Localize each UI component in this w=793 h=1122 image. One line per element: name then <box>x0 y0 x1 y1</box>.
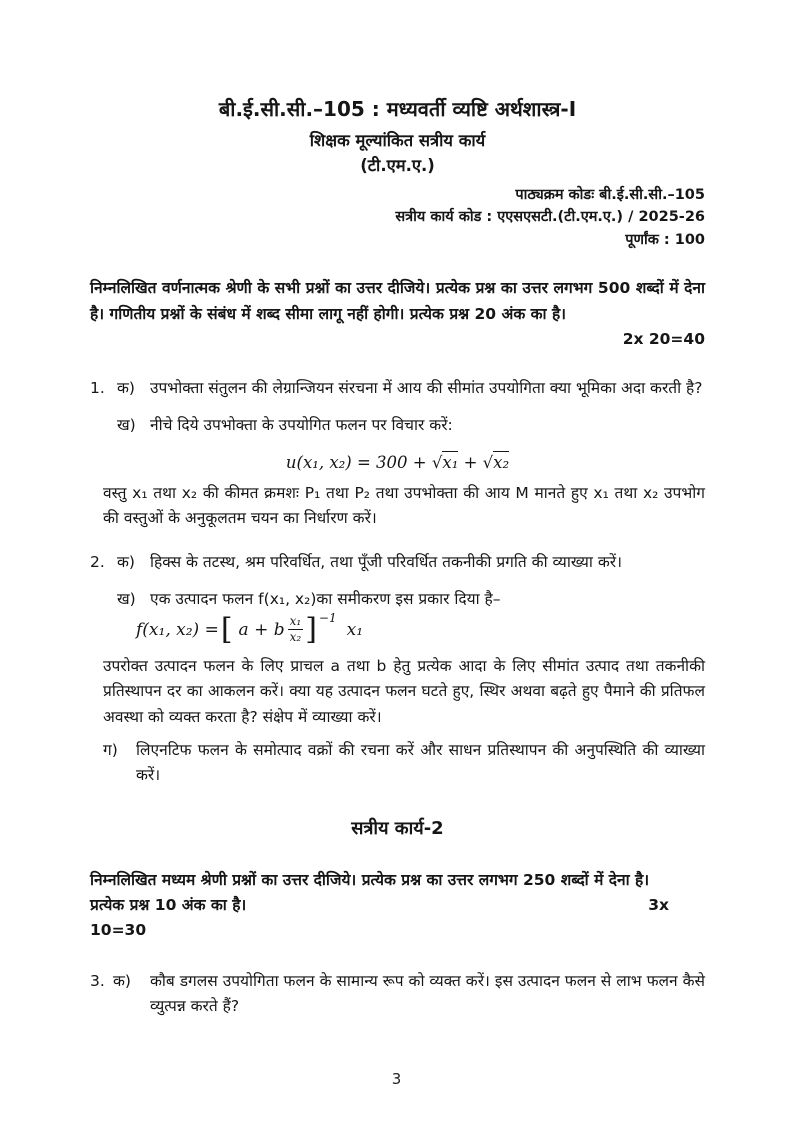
q2-note: उपरोक्त उत्पादन फलन के लिए प्राचल a तथा b हेतु प्रत्येक आदा के लिए सीमांत उत्पाद तथा तकनीकी प्रतिस्थापन दर का आकलन करें। क्या यह उत्पादन फलन घटते हुए, स्थिर अथवा बढ़ते हुए पैमाने की प्रतिफल अवस्था को व्यक्त करता है? संक्षेप में व्याख्या करें। <box>103 657 705 726</box>
q2c-label: ग) <box>103 740 118 759</box>
bracket-open: [ <box>220 611 233 647</box>
section2-marks-x: 3x <box>648 895 669 914</box>
section2-marks-per-question: प्रत्येक प्रश्न 10 अंक का है। <box>90 895 247 914</box>
q3-number: 3. <box>90 972 105 991</box>
question-1-part-a <box>90 376 705 401</box>
section2-instructions-line1: निम्नलिखित मध्यम श्रेणी प्रश्नों का उत्तर दीजिये। प्रत्येक प्रश्न का उत्तर लगभग 250 शब्दों में देना है। <box>90 870 650 889</box>
q1a-label: क) <box>117 378 135 397</box>
question-2-part-b <box>90 587 705 612</box>
question-3-part-a <box>90 969 705 1019</box>
q1b-indent <box>90 413 117 438</box>
sqrt-x1: √x₁ <box>431 452 459 472</box>
formula-f-suffix: x₁ <box>346 619 364 640</box>
q3a-text: कौब डगलस उपयोगिता फलन के सामान्य रूप को व्यक्त करें। इस उत्पादन फलन से लाभ फलन कैसे व्युत्पन्न करते हैं? <box>150 972 705 1016</box>
q2c-text: लिएनटिफ फलन के समोत्पाद वक्रों की रचना करें और साधन प्रतिस्थापन की अनुपस्थिति की व्याख्या करें। <box>136 740 705 784</box>
q1b-label: ख) <box>117 415 136 434</box>
q1a-text: उपभोक्ता संतुलन की लेग्रान्जियन संरचना में आय की सीमांत उपयोगिता क्या भूमिका अदा करती है? <box>150 378 703 397</box>
tma-label: (टी.एम.ए.) <box>360 156 435 175</box>
q2a-label: क) <box>117 553 135 572</box>
exponent-minus-1: −1 <box>318 610 337 625</box>
q1b-text: नीचे दिये उपभोक्ता के उपयोगित फलन पर विचार करें: <box>150 415 453 434</box>
q2-number: 2. <box>90 553 105 572</box>
course-code: पाठ्यक्रम कोडः बी.ई.सी.सी.–105 <box>515 187 705 203</box>
q2b-text: एक उत्पादन फलन f(x₁, x₂)का समीकरण इस प्रकार दिया है– <box>150 590 501 609</box>
q2b-label: ख) <box>117 590 136 609</box>
q3a-label: क) <box>113 972 131 991</box>
fraction-x1-x2: $\frac{\text{x₁}}{\text{x₂}}$ <box>289 614 302 645</box>
section2-instructions-line2 <box>90 893 705 918</box>
q2b-indent <box>90 587 117 612</box>
assignment-code: सत्रीय कार्य कोड : एएसएसटी.(टी.एम.ए.) / 2025-26 <box>395 209 705 226</box>
header-codes <box>90 184 705 251</box>
q1-note: वस्तु x₁ तथा x₂ की कीमत क्रमशः P₁ तथा P₂ तथा उपभोक्ता की आय M मानते हुए x₁ तथा x₂ उपभोग की वस्तुओं के अनुकूलतम चयन का निर्धारण करें। <box>103 483 705 527</box>
q2a-text: हिक्स के तटस्थ, श्रम परिवर्धित, तथा पूँजी परिवर्धित तकनीकी प्रगति की व्याख्या करें। <box>150 553 622 572</box>
formula-f-inner: a + b <box>238 619 285 640</box>
formula-u-plus: + <box>463 452 478 472</box>
section2-marks-total: 10=30 <box>90 921 147 940</box>
page-subtitle: शिक्षक मूल्यांकित सत्रीय कार्य <box>309 131 486 150</box>
question-2-part-a <box>90 550 705 575</box>
section1-marks-scheme: 2x 20=40 <box>622 329 705 348</box>
section2-heading: सत्रीय कार्य-2 <box>351 817 444 839</box>
formula-f-lhs: f(x₁, x₂) = <box>136 619 219 640</box>
utility-function-formula <box>90 453 705 472</box>
formula-u-lhs: u(x₁, x₂) = 300 + <box>285 452 427 472</box>
bracket-close: ] <box>305 611 317 647</box>
page-title: बी.ई.सी.सी.–105 : मध्यवर्ती व्यष्टि अर्थशास्त्र-I <box>218 97 577 121</box>
section1-instructions: निम्नलिखित वर्णनात्मक श्रेणी के सभी प्रश्नों का उत्तर दीजिये। प्रत्येक प्रश्न का उत्तर लगभग 500 शब्दों में देना है। गणितीय प्रश्नों के संबंध में शब्द सीमा लागू नहीं होगी। प्रत्येक प्रश्न 20 अंक का है। <box>90 279 705 323</box>
q1-number: 1. <box>90 378 105 397</box>
page-number: 3 <box>391 1070 402 1088</box>
sqrt-x2: √x₂ <box>482 452 510 472</box>
max-marks: पूर्णांक : 100 <box>625 231 705 248</box>
question-2-part-c <box>103 738 705 788</box>
question-1-part-b <box>90 413 705 438</box>
production-function-formula <box>136 610 705 647</box>
